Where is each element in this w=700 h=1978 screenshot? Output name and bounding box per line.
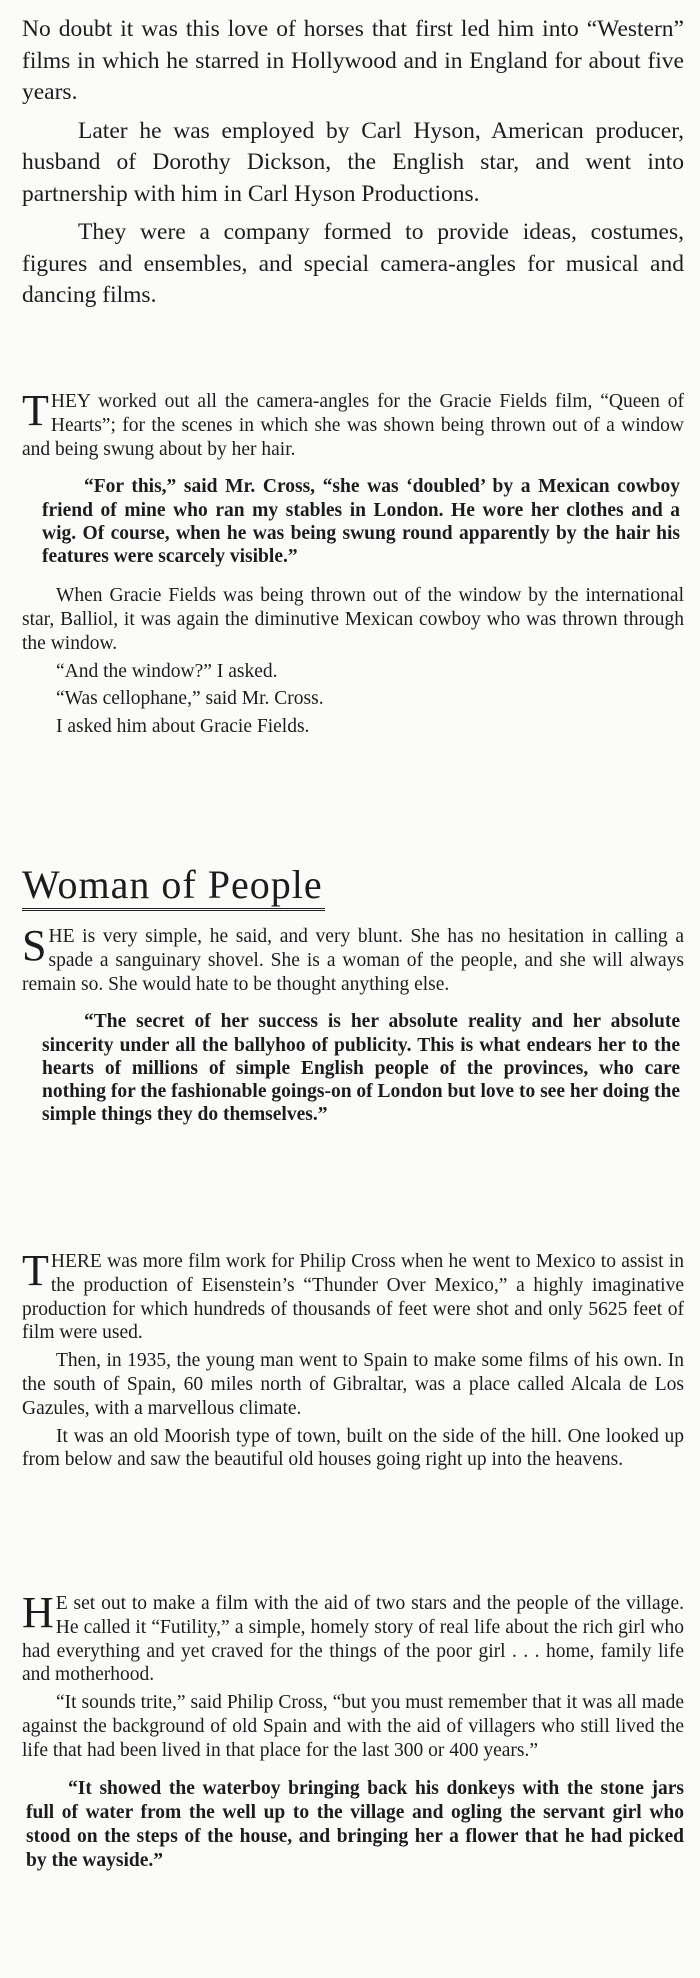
section4-paragraph-1-text: E set out to make a film with the aid of two stars and the people of the village. He called it “Futility,” a simple, homely story of real life about the rich girl who had everything and yet craved for the things of the poor girl . . . home, family life and motherhood. [22, 1593, 684, 1686]
section3-paragraph-1-text: HERE was more film work for Philip Cross when he went to Mexico to assist in the production of Eisenstein’s “Thunder Over Mexico,” a highly imaginative production for which hundreds of thousands of feet were shot and only 5625 feet of film were used. [22, 1251, 684, 1344]
pull-quote: “For this,” said Mr. Cross, “she was ‘doubled’ by a Mexican cowboy friend of mine who ran my stables in London. He wore her clothes and a wig. Of course, when he was being swung round apparently by the hair his features were scarcely visible.” [42, 476, 680, 567]
drop-cap: H [22, 1588, 54, 1637]
drop-cap: T [22, 386, 49, 435]
intro-paragraph-1: No doubt it was this love of horses that first led him into “Western” films in which he starred in Hollywood and in England for about five years. [22, 16, 684, 105]
section1-paragraph-3: “And the window?” I asked. [56, 660, 278, 682]
section1-paragraph-2: When Gracie Fields was being thrown out of the window by the international star, Balliol, it was again the diminutive Mexican cowboy who was thrown through the window. [22, 585, 684, 654]
section2-paragraph-1 [22, 921, 684, 996]
intro-paragraph-3: They were a company formed to provide ideas, costumes, figures and ensembles, and special camera-angles for musical and dancing films. [22, 219, 684, 308]
section3-paragraph-3: It was an old Moorish type of town, built on the side of the hill. One looked up from below and saw the beautiful old houses going right up into the heavens. [22, 1425, 684, 1471]
section-futility-film [22, 1588, 684, 1873]
section3-paragraph-2: Then, in 1935, the young man went to Spain to make some films of his own. In the south of Spain, 60 miles north of Gibraltar, was a place called Alcala de Los Gazules, with a marvellous climate. [22, 1350, 684, 1419]
section1-paragraph-4: “Was cellophane,” said Mr. Cross. [56, 688, 324, 710]
section-woman-of-people [22, 921, 684, 1126]
section1-paragraph-1-text: HEY worked out all the camera-angles for the Gracie Fields film, “Queen of Hearts”; for the scenes in which she was shown being thrown out of a window and being swung about by her hair. [22, 391, 684, 460]
pull-quote: “The secret of her success is her absolute reality and her absolute sincerity under all the ballyhoo of publicity. This is what endears her to the hearts of millions of simple English people of the provinces, who care nothing for the fashionable goings-on of London but love to see her doing the simple things they do themselves.” [42, 1011, 680, 1126]
drop-cap: S [22, 921, 47, 970]
pull-quote: “It showed the waterboy bringing back his donkeys with the stone jars full of water from the well up to the village and ogling the servant girl who stood on the steps of the house, and bringing her a flower that he had picked by the wayside.” [26, 1777, 684, 1871]
drop-cap: T [22, 1246, 49, 1295]
section1-paragraph-1 [22, 386, 684, 461]
section1-paragraph-5: I asked him about Gracie Fields. [56, 716, 310, 738]
section-heading: Woman of People [22, 862, 325, 911]
section4-paragraph-1 [22, 1588, 684, 1687]
section2-paragraph-1-text: HE is very simple, he said, and very blunt. She has no hesitation in calling a spade a sanguinary shovel. She is a woman of the people, and she will always remain so. She would hate to be thought anything else. [22, 926, 684, 995]
intro-paragraph-2: Later he was employed by Carl Hyson, American producer, husband of Dorothy Dickson, the English star, and went into partnership with him in Carl Hyson Productions. [22, 117, 684, 207]
section-mexico-spain [22, 1246, 684, 1472]
intro-section [22, 14, 684, 312]
section-camera-angles [22, 386, 684, 739]
section3-paragraph-1 [22, 1246, 684, 1345]
section4-paragraph-2: “It sounds trite,” said Philip Cross, “but you must remember that it was all made against the background of old Spain and with the aid of villagers who still lived the life that had been lived in that place for the last 300 or 400 years.” [22, 1692, 684, 1761]
